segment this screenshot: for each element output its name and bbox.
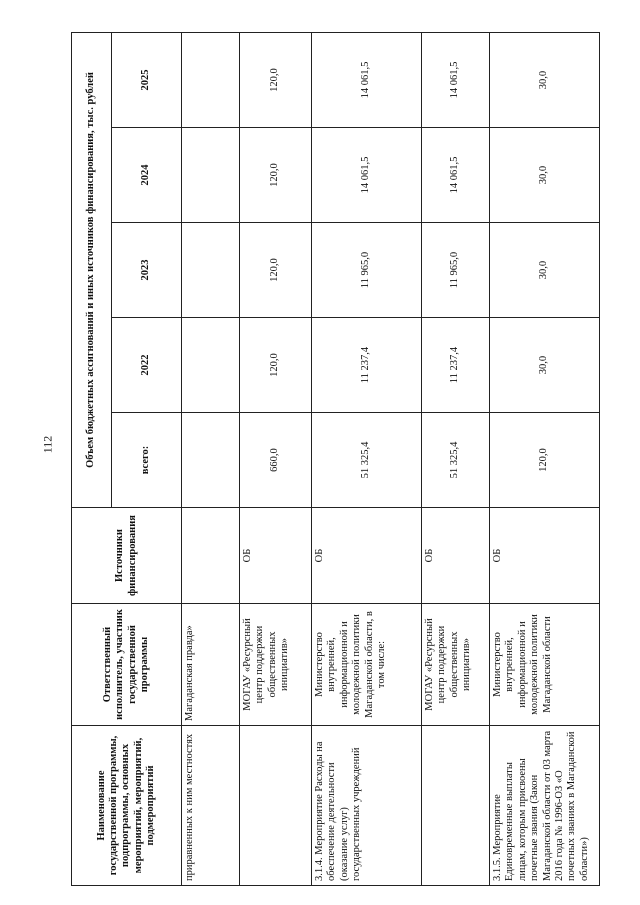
row-name: 3.1.5. Мероприятие Единовременные выплаты лицам, которым присвоены почетные звания (Закон Магаданской области от 03 марта 2016 года № 1996-ОЗ «О почетных званиях в Магаданской области») [490, 726, 600, 886]
row-total: 51 325,4 [422, 413, 490, 508]
row-2025: 14 061,5 [312, 33, 422, 128]
row-2024: 14 061,5 [312, 128, 422, 223]
row-executor: МОГАУ «Ресурсный центр поддержки общественных инициатив» [422, 604, 490, 726]
row-total: 120,0 [490, 413, 600, 508]
budget-table-rotated [71, 33, 589, 886]
row-name [240, 726, 312, 886]
table-row [182, 33, 240, 886]
row-name [422, 726, 490, 886]
row-2025 [182, 33, 240, 128]
row-2023: 11 965,0 [312, 223, 422, 318]
row-2023: 120,0 [240, 223, 312, 318]
row-2024: 30,0 [490, 128, 600, 223]
row-2025: 120,0 [240, 33, 312, 128]
header-sources: Источники финансирования [72, 508, 182, 604]
header-row [72, 33, 112, 886]
row-total: 51 325,4 [312, 413, 422, 508]
table-row [240, 33, 312, 886]
row-2024: 14 061,5 [422, 128, 490, 223]
row-name: приравненных к ним местностях [182, 726, 240, 886]
table-row [312, 33, 422, 886]
row-total: 660,0 [240, 413, 312, 508]
row-2023: 11 965,0 [422, 223, 490, 318]
row-2022 [182, 318, 240, 413]
header-2024: 2024 [112, 128, 182, 223]
header-executor: Ответственный исполнитель, участник государственной программы [72, 604, 182, 726]
row-2022: 11 237,4 [312, 318, 422, 413]
row-source: ОБ [422, 508, 490, 604]
row-executor: Министерство внутренней, информационной и молодежной политики Магаданской области [490, 604, 600, 726]
row-source: ОБ [490, 508, 600, 604]
row-2025: 14 061,5 [422, 33, 490, 128]
header-2022: 2022 [112, 318, 182, 413]
table-row [422, 33, 490, 886]
page-number: 112 [40, 435, 55, 454]
row-name: 3.1.4. Мероприятие Расходы на обеспечение деятельности (оказание услуг) государственных учреждений [312, 726, 422, 886]
row-2022: 120,0 [240, 318, 312, 413]
row-executor: Магаданская правда» [182, 604, 240, 726]
row-source: ОБ [240, 508, 312, 604]
row-2023 [182, 223, 240, 318]
row-executor: Министерство внутренней, информационной и молодежной политики Магаданской области, в том числе: [312, 604, 422, 726]
budget-table [71, 32, 600, 886]
row-source: ОБ [312, 508, 422, 604]
row-2023: 30,0 [490, 223, 600, 318]
row-2024: 120,0 [240, 128, 312, 223]
row-2022: 30,0 [490, 318, 600, 413]
header-total: всего: [112, 413, 182, 508]
header-name: Наименование государственной программы, подпрограммы, основных мероприятий, мероприятий, подмероприятий [72, 726, 182, 886]
row-2022: 11 237,4 [422, 318, 490, 413]
header-2025: 2025 [112, 33, 182, 128]
row-total [182, 413, 240, 508]
row-source [182, 508, 240, 604]
header-2023: 2023 [112, 223, 182, 318]
row-2024 [182, 128, 240, 223]
header-volume: Объем бюджетных ассигнований и иных источников финансирования, тыс. рублей [72, 33, 112, 508]
table-row [490, 33, 600, 886]
row-2025: 30,0 [490, 33, 600, 128]
row-executor: МОГАУ «Ресурсный центр поддержки общественных инициатив» [240, 604, 312, 726]
